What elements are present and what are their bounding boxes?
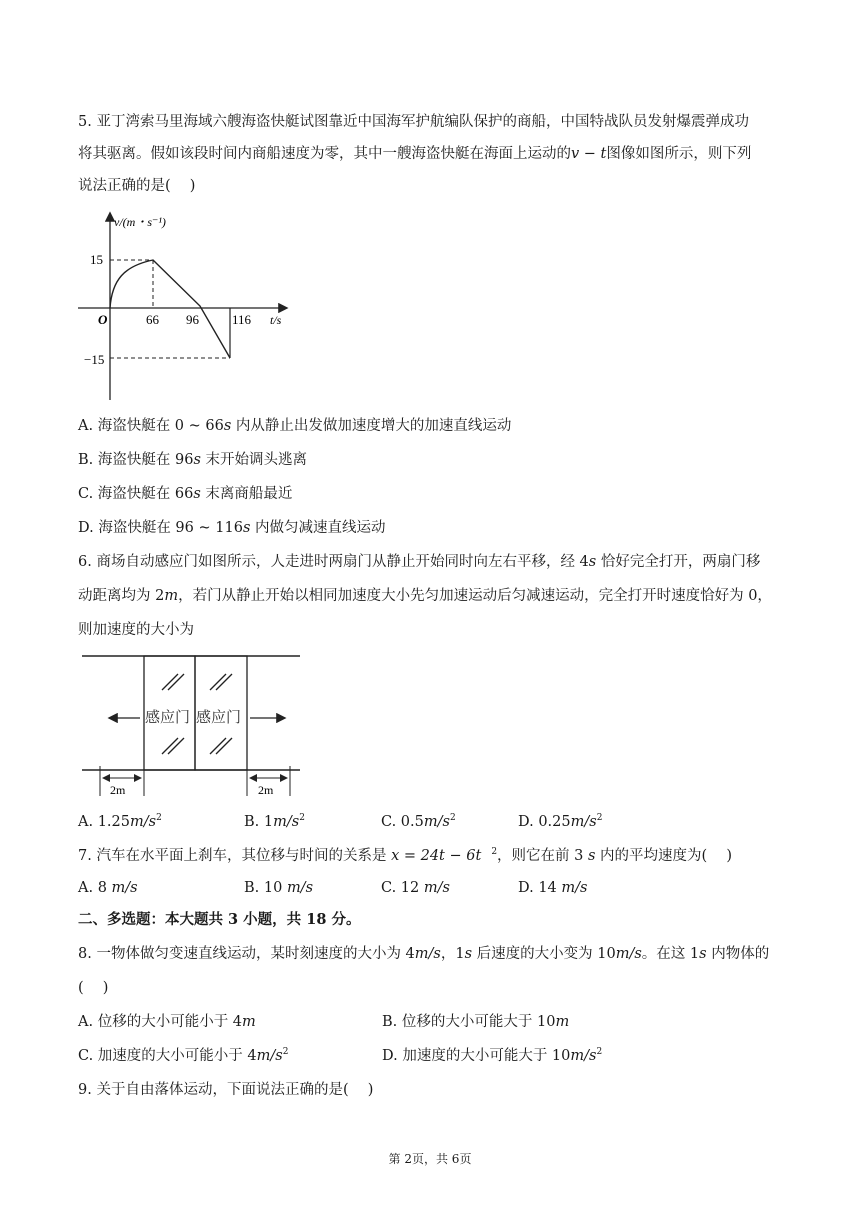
q8-option-b[interactable]: B. 位移的大小可能大于 10m xyxy=(382,1014,570,1030)
q5-option-b[interactable]: B. 海盗快艇在 96s 末开始调头逃离 xyxy=(78,452,307,468)
q8-option-c[interactable]: C. 加速度的大小可能小于 $4m/s^2$ xyxy=(78,1047,289,1064)
q7-line1: 7. 汽车在水平面上刹车，其位移与时间的关系是 x = 24t − 6t $^2$，则它在前 3 s 内的平均速度为( ) xyxy=(78,847,732,864)
q9-line1: 9. 关于自由落体运动，下面说法正确的是( ) xyxy=(78,1082,374,1098)
q8-line1: 8. 一物体做匀变速直线运动，某时刻速度的大小为 4m/s，1s 后速度的大小变为 10m/s。在这 1s 内物体的 xyxy=(78,946,770,962)
tick-x-96: 96 xyxy=(186,312,199,327)
door-figure xyxy=(78,650,304,800)
y-axis-label: v/(m・s⁻¹) xyxy=(114,215,166,229)
q5-line2: 将其驱离。假如该段时间内商船速度为零，其中一艘海盗快艇在海面上运动的v − t图像如图所示，则下列 xyxy=(78,146,752,162)
q6-option-d[interactable]: D. $0.25m/s^2$ xyxy=(518,813,603,830)
q6-option-a[interactable]: A. $1.25m/s^2$ xyxy=(78,813,162,830)
q7-option-b[interactable]: B. 10 m/s xyxy=(244,880,314,896)
tick-x-66: 66 xyxy=(146,312,159,327)
q6-option-c[interactable]: C. $0.5m/s^2$ xyxy=(381,813,456,830)
q7-option-a[interactable]: A. 8 m/s xyxy=(78,880,138,896)
q7-option-c[interactable]: C. 12 m/s xyxy=(381,880,450,896)
q5-option-d[interactable]: D. 海盗快艇在 96 ~ 116s 内做匀减速直线运动 xyxy=(78,520,386,536)
q6-line2: 动距离均为 2m，若门从静止开始以相同加速度大小先匀加速运动后匀减速运动，完全打开时速度恰好为 0， xyxy=(78,588,772,604)
q5-line1: 5. 亚丁湾索马里海域六艘海盗快艇试图靠近中国海军护航编队保护的商船，中国特战队员发射爆震弹成功 xyxy=(78,114,749,130)
page-footer: 第 2页，共 6页 xyxy=(388,1152,472,1166)
q6-line1: 6. 商场自动感应门如图所示，人走进时两扇门从静止开始同时向左右平移，经 4s 恰好完全打开，两扇门移 xyxy=(78,554,761,570)
x-axis-label: t/s xyxy=(270,313,282,327)
tick-y-15: 15 xyxy=(90,252,103,267)
dim-label-left: 2m xyxy=(110,783,126,797)
q6-option-b[interactable]: B. $1m/s^2$ xyxy=(244,813,305,830)
vt-graph xyxy=(76,208,306,404)
dim-label-right: 2m xyxy=(258,783,274,797)
vt-curve xyxy=(110,260,230,358)
door-label-right: 感应门 xyxy=(196,710,242,726)
door-label-left: 感应门 xyxy=(145,710,191,726)
q5-line3: 说法正确的是( ) xyxy=(78,178,196,194)
section-heading-multiple-choice: 二、多选题：本大题共 3 小题，共 18 分。 xyxy=(78,911,361,928)
tick-y-neg15: −15 xyxy=(84,352,105,367)
q7-option-d[interactable]: D. 14 m/s xyxy=(518,880,588,896)
q7-formula: x = 24t − 6t xyxy=(391,848,482,864)
q8-line2: ( ) xyxy=(78,980,109,996)
q5-option-a[interactable]: A. 海盗快艇在 0 ~ 66s 内从静止出发做加速度增大的加速直线运动 xyxy=(78,418,512,434)
q5-option-c[interactable]: C. 海盗快艇在 66s 末离商船最近 xyxy=(78,486,293,502)
q8-option-a[interactable]: A. 位移的大小可能小于 4m xyxy=(78,1014,256,1030)
tick-x-116: 116 xyxy=(232,312,252,327)
origin-label: O xyxy=(98,312,108,327)
q8-option-d[interactable]: D. 加速度的大小可能大于 $10m/s^2$ xyxy=(382,1047,603,1064)
q6-line3: 则加速度的大小为 xyxy=(78,622,194,638)
